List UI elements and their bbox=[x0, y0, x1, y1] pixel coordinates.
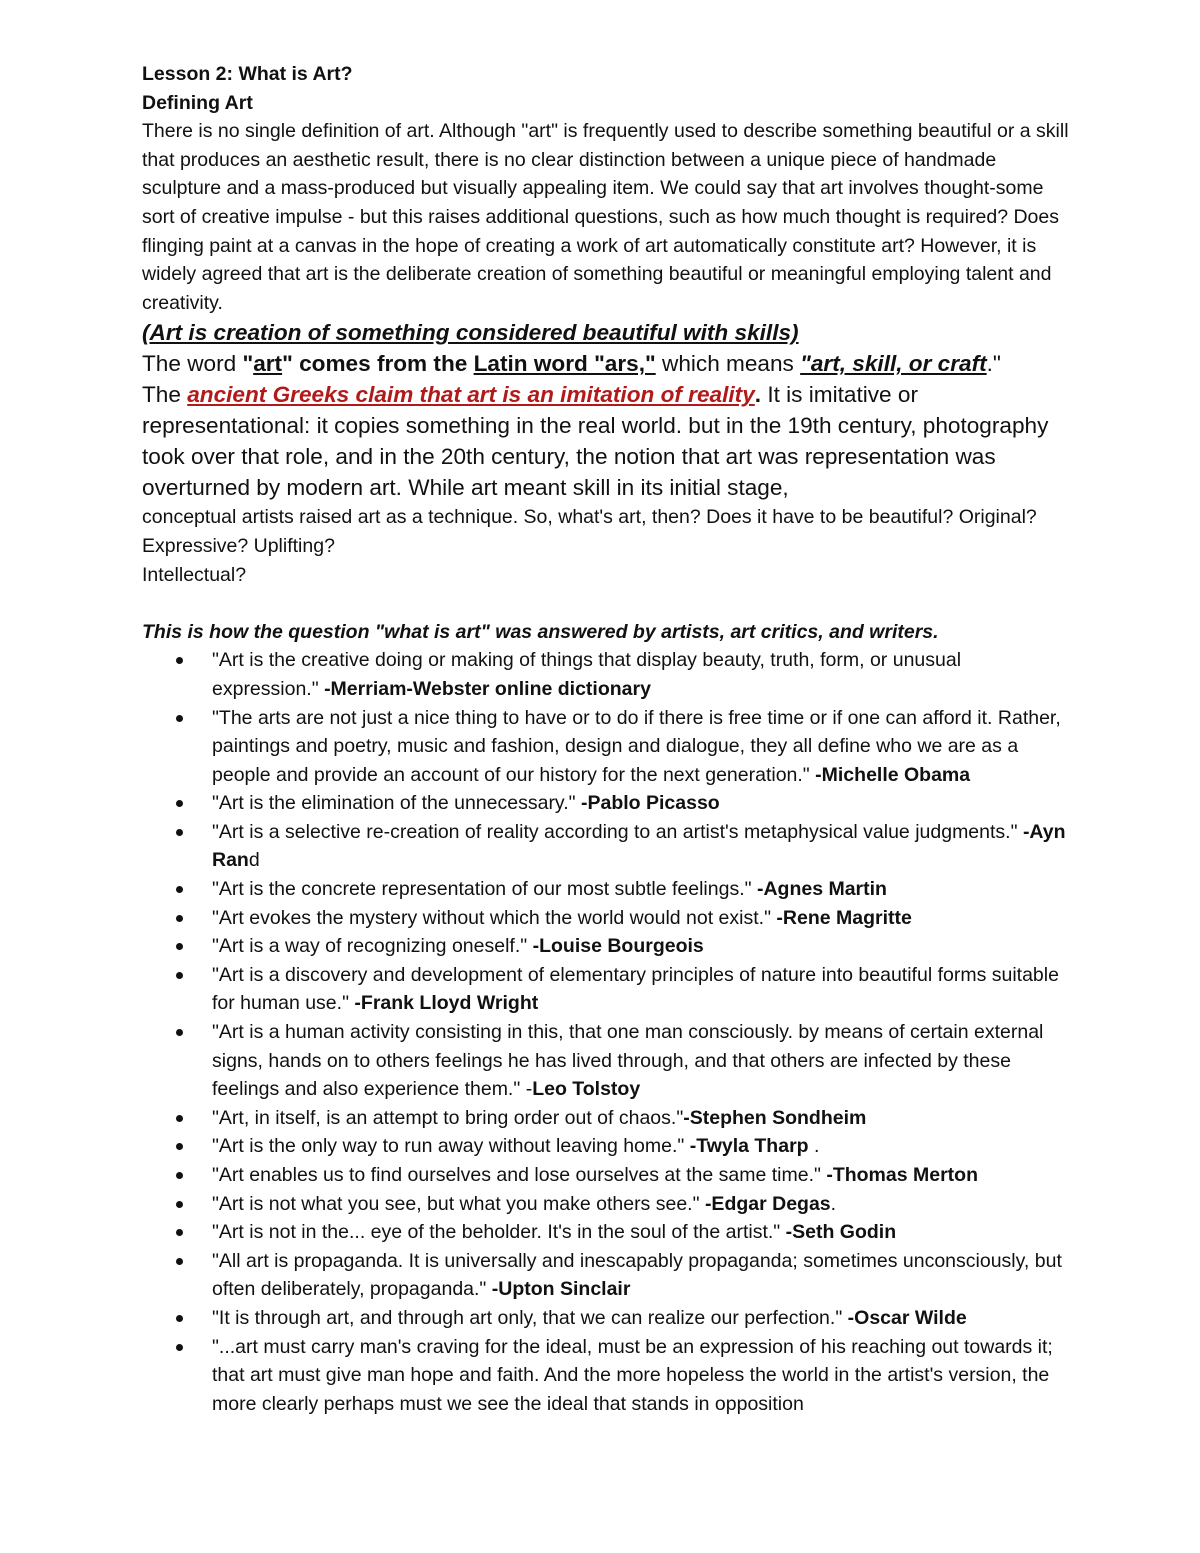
bullet-icon bbox=[176, 1172, 183, 1179]
intellectual-line: Intellectual? bbox=[142, 563, 247, 586]
quote-text: "Art enables us to find ourselves and lose ourselves at the same time." bbox=[212, 1164, 827, 1186]
word-origin-quote-open: " bbox=[242, 351, 254, 377]
quote-author: -Upton Sinclair bbox=[491, 1278, 631, 1301]
intro-paragraph: There is no single definition of art. Although "art" is frequently used to describe something beautiful or a skill that produces an aesthetic result, there is no clear distinction between a unique piece of handmade sculpture and a mass-produced but visually appealing item. We could say that art involves thought-some sort of creative impulse - but this raises additional questions, such as how much thought is required? Does flinging paint at a canvas in the hope of creating a work of art automatically constitute art? However, it is widely agreed that art is the deliberate creation of something beautiful or meaningful employing talent and creativity. bbox=[142, 120, 1069, 314]
quote-text: "Art is a discovery and development of elementary principles of nature into beautiful forms suitable for human use." bbox=[212, 963, 1059, 1015]
bullet-icon bbox=[176, 972, 183, 979]
document-page bbox=[142, 60, 1072, 1418]
quote-author: -Agnes Martin bbox=[756, 878, 887, 901]
bullet-icon bbox=[176, 1315, 183, 1322]
quote-item bbox=[142, 1104, 1072, 1133]
quote-author: Leo Tolstoy bbox=[532, 1078, 641, 1101]
word-origin-paragraph bbox=[142, 348, 1072, 379]
quote-text: "It is through art, and through art only, that we can realize our perfection." bbox=[212, 1306, 848, 1329]
quote-author: -Seth Godin bbox=[785, 1221, 897, 1244]
greeks-paragraph bbox=[142, 379, 1072, 503]
bullet-icon bbox=[176, 1029, 183, 1036]
quote-item bbox=[142, 904, 1072, 933]
bullet-icon bbox=[176, 800, 183, 807]
word-origin-meaning: "art, skill, or craft bbox=[800, 351, 987, 377]
quote-text: "The arts are not just a nice thing to have or to do if there is free time or if one can afford it. Rather, paintings and poetry, music and fashion, design and dialogue, they all define who we are as a people and provide an account of our history for the next generation." bbox=[212, 706, 1061, 786]
quote-item bbox=[142, 961, 1072, 1018]
bullet-icon bbox=[176, 915, 183, 922]
quote-author: -Stephen Sondheim bbox=[683, 1106, 867, 1129]
quote-author: -Oscar Wilde bbox=[847, 1306, 967, 1329]
word-origin-text-1: The word bbox=[142, 351, 243, 377]
word-origin-latin: Latin word "ars," bbox=[473, 351, 656, 377]
section-title: Defining Art bbox=[142, 91, 253, 114]
quote-tail: . bbox=[808, 1135, 820, 1158]
lesson-title: Lesson 2: What is Art? bbox=[142, 63, 353, 85]
quote-author: -Michelle Obama bbox=[815, 763, 971, 786]
quotes-heading: This is how the question "what is art" was answered by artists, art critics, and writers. bbox=[142, 620, 939, 643]
quote-text: "Art is not in the... eye of the beholder. It's in the soul of the artist." bbox=[212, 1221, 786, 1244]
word-origin-art: art bbox=[253, 351, 283, 377]
quote-item bbox=[142, 704, 1072, 790]
quote-text: "Art is the concrete representation of our most subtle feelings." bbox=[212, 878, 757, 901]
quote-text: "Art is the creative doing or making of things that display beauty, truth, form, or unusual expression." bbox=[212, 649, 962, 700]
bullet-icon bbox=[176, 943, 183, 950]
bullet-icon bbox=[176, 715, 183, 722]
greeks-rest: It is imitative or representational: it copies something in the real world. but in the 19th century, photography took over that role, and in the 20th century, the notion that art was representation was overturned by modern art. While art meant skill in its initial stage, bbox=[142, 382, 1049, 501]
quote-item bbox=[142, 1161, 1072, 1190]
quote-tail: . bbox=[830, 1192, 837, 1215]
quote-text: "Art is a human activity consisting in this, that one man consciously. by means of certain external signs, hands on to others feelings he has lived through, and that others are infected by these feelings and also experience them." - bbox=[212, 1021, 1044, 1101]
quote-tail: d bbox=[248, 849, 260, 872]
emphasis-line: (Art is creation of something considered beautiful with skills) bbox=[142, 320, 799, 346]
quote-item bbox=[142, 1132, 1072, 1161]
quote-author: -Ayn Ran bbox=[212, 820, 1066, 872]
bullet-icon bbox=[176, 1344, 183, 1351]
quote-author: -Twyla Tharp bbox=[689, 1135, 809, 1158]
quote-author: -Pablo Picasso bbox=[581, 792, 720, 815]
bullet-icon bbox=[176, 657, 183, 664]
quote-item bbox=[142, 646, 1072, 703]
greeks-text-1: The bbox=[142, 382, 188, 408]
quote-item bbox=[142, 1304, 1072, 1333]
quote-text: "...art must carry man's craving for the ideal, must be an expression of his reaching out towards it; that art must give man hope and faith. And the more hopeless the world in the artist's version, the more clearly perhaps must we see the ideal that stands in opposition bbox=[212, 1335, 1053, 1415]
quote-item bbox=[142, 789, 1072, 818]
quote-item bbox=[142, 1218, 1072, 1247]
quote-item bbox=[142, 932, 1072, 961]
greeks-claim: ancient Greeks claim that art is an imitation of reality bbox=[187, 382, 755, 408]
quote-author: -Merriam-Webster online dictionary bbox=[324, 677, 651, 700]
quote-author: -Rene Magritte bbox=[776, 906, 912, 929]
quote-text: "Art is the only way to run away without leaving home." bbox=[212, 1135, 690, 1158]
quote-text: "All art is propaganda. It is universally and inescapably propaganda; sometimes unconsciously, but often deliberately, propaganda." bbox=[212, 1249, 1062, 1301]
greeks-dot: . bbox=[754, 382, 762, 408]
quote-author: -Thomas Merton bbox=[826, 1164, 978, 1186]
quote-text: "Art is the elimination of the unnecessary." bbox=[212, 792, 581, 815]
quote-text: "Art, in itself, is an attempt to bring order out of chaos." bbox=[212, 1106, 684, 1129]
bullet-icon bbox=[176, 829, 183, 836]
quotes-list bbox=[142, 646, 1072, 1418]
quote-item bbox=[142, 1018, 1072, 1104]
paragraph-gap bbox=[142, 589, 1072, 618]
quote-item bbox=[142, 1333, 1072, 1419]
quote-text: "Art evokes the mystery without which the world would not exist." bbox=[212, 906, 777, 929]
bullet-icon bbox=[176, 886, 183, 893]
bullet-icon bbox=[176, 1258, 183, 1265]
bullet-icon bbox=[176, 1201, 183, 1208]
word-origin-text-4: ." bbox=[986, 351, 1001, 377]
word-origin-text-2: comes from the bbox=[292, 351, 474, 377]
quote-item bbox=[142, 1190, 1072, 1219]
quote-text: "Art is a way of recognizing oneself." bbox=[212, 935, 533, 958]
conceptual-paragraph: conceptual artists raised art as a technique. So, what's art, then? Does it have to be beautiful? Original? Expressive? Uplifting? bbox=[142, 506, 1037, 557]
bullet-icon bbox=[176, 1115, 183, 1122]
quote-author: -Edgar Degas bbox=[704, 1192, 831, 1215]
quote-item bbox=[142, 818, 1072, 875]
quote-author: -Louise Bourgeois bbox=[532, 935, 704, 958]
word-origin-quote-close: " bbox=[282, 351, 293, 377]
quote-item bbox=[142, 875, 1072, 904]
word-origin-text-3: which means bbox=[655, 351, 801, 377]
quote-item bbox=[142, 1247, 1072, 1304]
bullet-icon bbox=[176, 1143, 183, 1150]
quote-text: "Art is not what you see, but what you make others see." bbox=[212, 1192, 705, 1215]
bullet-icon bbox=[176, 1229, 183, 1236]
quote-author: -Frank Lloyd Wright bbox=[354, 992, 539, 1015]
quote-text: "Art is a selective re-creation of reality according to an artist's metaphysical value judgments." bbox=[212, 820, 1023, 843]
